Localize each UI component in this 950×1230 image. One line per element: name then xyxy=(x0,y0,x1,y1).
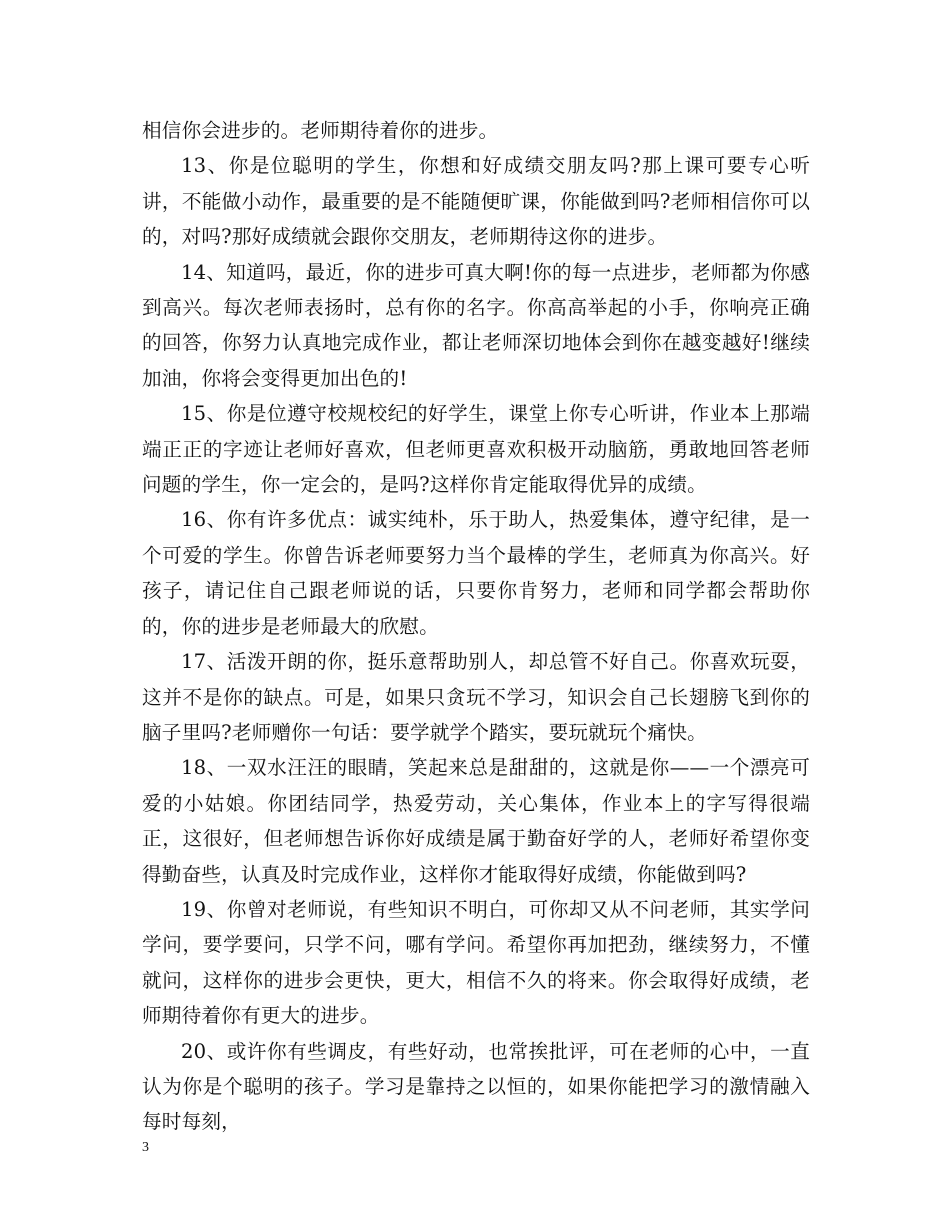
paragraph-comment-20: 20、或许你有些调皮，有些好动，也常挨批评，可在老师的心中，一直认为你是个聪明的孩子。学习是靠持之以恒的，如果你能把学习的激情融入每时每刻， xyxy=(142,1039,810,1134)
paragraph-comment-14: 14、知道吗，最近，你的进步可真大啊!你的每一点进步，老师都为你感到高兴。每次老师表扬时，总有你的名字。你高高举起的小手，你响亮正确的回答，你努力认真地完成作业，都让老师深切地体会到你在越变越好!继续加油，你将会变得更加出色的! xyxy=(142,260,810,390)
paragraph-comment-17: 17、活泼开朗的你，挺乐意帮助别人，却总管不好自己。你喜欢玩耍，这并不是你的缺点。可是，如果只贪玩不学习，知识会自己长翅膀飞到你的脑子里吗?老师赠你一句话：要学就学个踏实，要玩就玩个痛快。 xyxy=(142,650,810,744)
document-body xyxy=(142,113,810,1140)
paragraph-comment-13: 13、你是位聪明的学生，你想和好成绩交朋友吗?那上课可要专心听讲，不能做小动作，最重要的是不能随便旷课，你能做到吗?老师相信你可以的，对吗?那好成绩就会跟你交朋友，老师期待这你的进步。 xyxy=(142,154,810,249)
paragraph-comment-18: 18、一双水汪汪的眼睛，笑起来总是甜甜的，这就是你——一个漂亮可爱的小姑娘。你团结同学，热爱劳动，关心集体，作业本上的字写得很端正，这很好，但老师想告诉你好成绩是属于勤奋好学的人，老师好希望你变得勤奋些，认真及时完成作业，这样你才能取得好成绩，你能做到吗? xyxy=(142,756,810,886)
paragraph-comment-19: 19、你曾对老师说，有些知识不明白，可你却又从不问老师，其实学问学问，要学要问，只学不问，哪有学问。希望你再加把劲，继续努力，不懂就问，这样你的进步会更快，更大，相信不久的将来。你会取得好成绩，老师期待着你有更大的进步。 xyxy=(142,897,810,1028)
page-number: 3 xyxy=(142,1140,149,1155)
paragraph-continuation: 相信你会进步的。老师期待着你的进步。 xyxy=(142,119,499,142)
paragraph-comment-15: 15、你是位遵守校规校纪的好学生，课堂上你专心听讲，作业本上那端端正正的字迹让老师好喜欢，但老师更喜欢积极开动脑筋，勇敢地回答老师问题的学生，你一定会的，是吗?这样你肯定能取得优异的成绩。 xyxy=(142,402,810,497)
paragraph-comment-16: 16、你有许多优点：诚实纯朴，乐于助人，热爱集体，遵守纪律，是一个可爱的学生。你曾告诉老师要努力当个最棒的学生，老师真为你高兴。好孩子，请记住自己跟老师说的话，只要你肯努力，老师和同学都会帮助你的，你的进步是老师最大的欣慰。 xyxy=(142,508,810,638)
